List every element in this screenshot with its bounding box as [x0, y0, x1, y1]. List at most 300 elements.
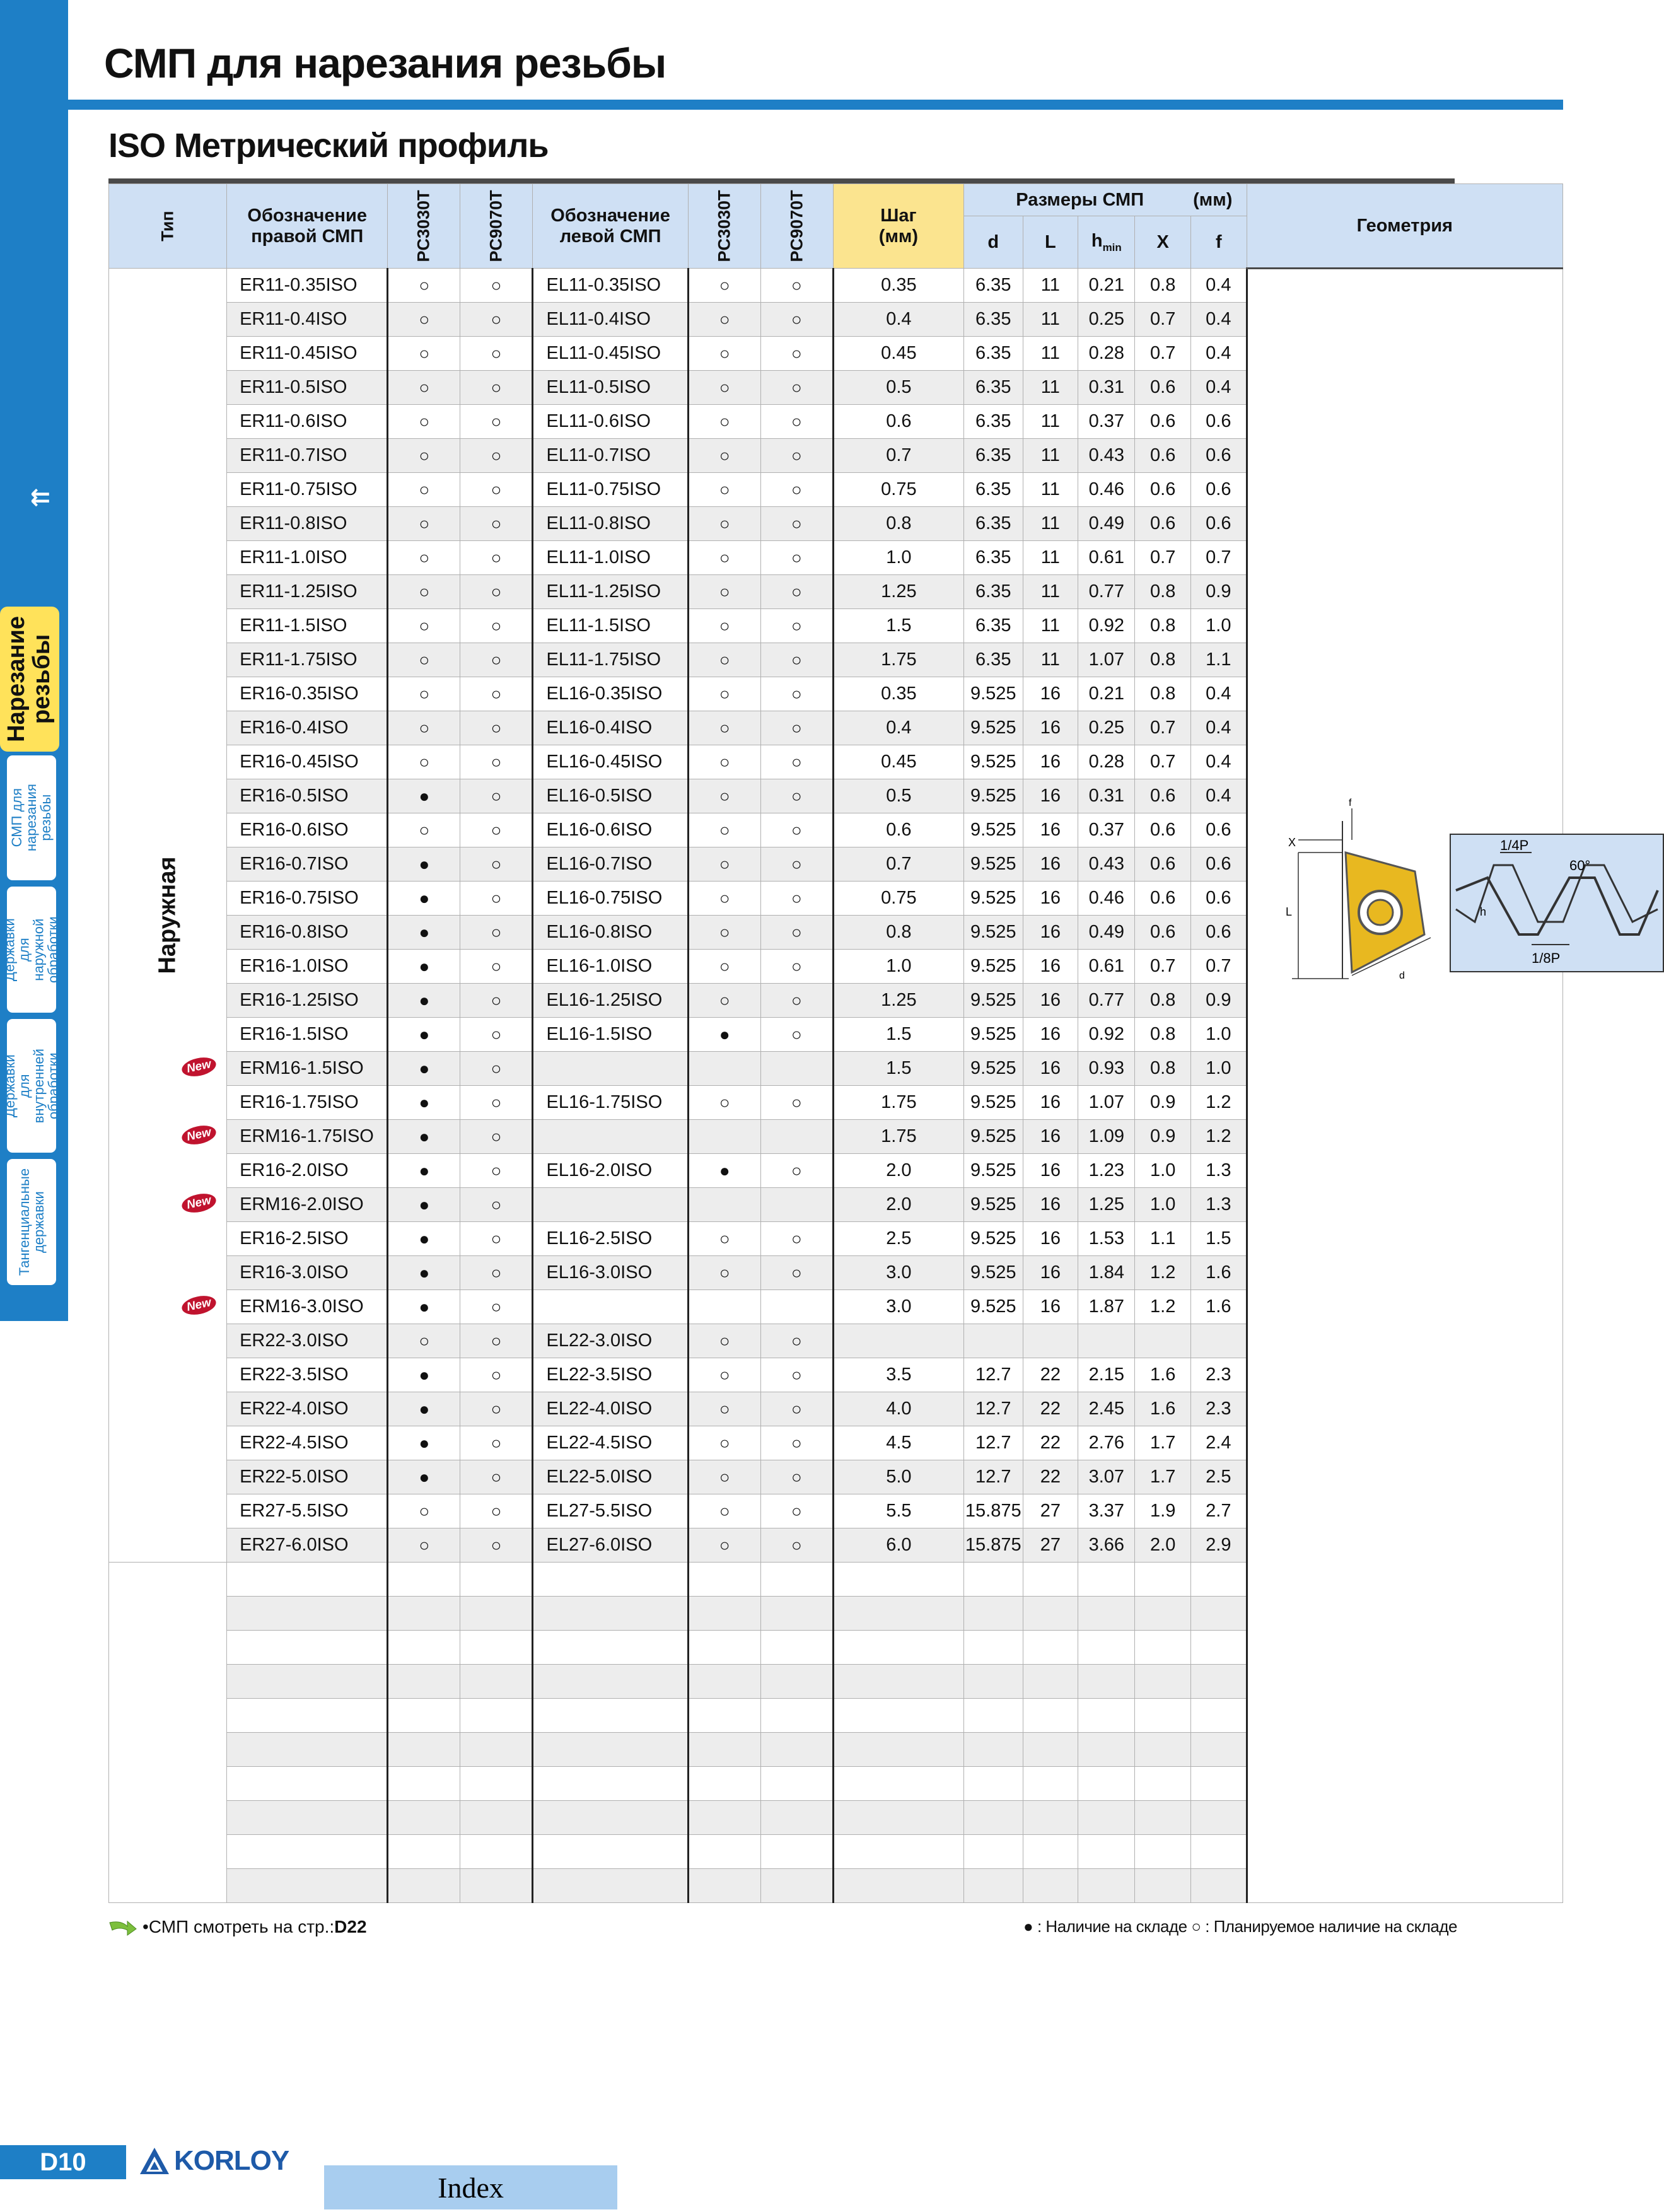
left-grade-pc3030t — [688, 609, 760, 643]
dim-X-text: 1.7 — [1150, 1467, 1176, 1487]
dim-hmin — [1078, 643, 1135, 677]
dim-L-text: 16 — [1040, 752, 1061, 772]
right-grade-pc3030t — [388, 405, 460, 439]
dim-f — [1190, 1460, 1247, 1494]
right-designation-text: ER16-1.5ISO — [240, 1024, 349, 1044]
dim-d — [963, 1052, 1023, 1086]
left-designation-text: EL16-2.0ISO — [546, 1160, 653, 1180]
left-designation — [533, 439, 688, 473]
dim-hmin — [1078, 1426, 1135, 1460]
right-designation — [227, 575, 388, 609]
left-grade-pc9070t-text: ○ — [791, 377, 802, 397]
dim-f-text: 0.4 — [1206, 377, 1231, 397]
dim-hmin-text: 0.31 — [1088, 377, 1125, 397]
sidebar-tab-label: Державки для внутренней обработки — [1, 1048, 62, 1124]
dim-f — [1190, 371, 1247, 405]
dim-d-text: 6.35 — [975, 411, 1011, 431]
left-grade-pc9070t — [760, 1563, 833, 1597]
left-designation-text: EL16-0.45ISO — [546, 752, 663, 772]
right-grade-pc9070t — [460, 575, 533, 609]
left-grade-pc9070t-text: ○ — [791, 479, 802, 499]
right-designation-text: ER16-1.0ISO — [240, 956, 349, 976]
left-designation — [533, 1597, 688, 1631]
sidebar-tab-internal-holders[interactable] — [1, 1017, 62, 1155]
right-designation — [227, 1563, 388, 1597]
sidebar-tab-threading[interactable] — [0, 607, 59, 752]
dim-f-text: 2.4 — [1206, 1433, 1231, 1453]
dim-f — [1190, 1358, 1247, 1392]
left-designation-text: EL22-3.0ISO — [546, 1330, 653, 1351]
left-designation — [533, 371, 688, 405]
dim-hmin-text: 1.09 — [1088, 1126, 1125, 1146]
dim-L-text: 16 — [1040, 1126, 1061, 1146]
left-designation-text: EL16-0.4ISO — [546, 718, 653, 738]
right-grade-pc3030t — [388, 439, 460, 473]
right-grade-pc9070t — [460, 1869, 533, 1903]
right-designation-text: ER11-0.35ISO — [240, 275, 358, 295]
right-grade-pc3030t — [388, 1154, 460, 1188]
right-grade-pc9070t — [460, 677, 533, 711]
dim-hmin — [1078, 1154, 1135, 1188]
dim-hmin — [1078, 1733, 1135, 1767]
dim-L — [1023, 847, 1078, 882]
dim-X — [1135, 1801, 1191, 1835]
left-grade-pc3030t — [688, 303, 760, 337]
right-grade-pc9070t — [460, 507, 533, 541]
dim-d-text: 9.525 — [970, 1228, 1016, 1249]
left-grade-pc3030t — [688, 1256, 760, 1290]
right-grade-pc9070t-text: ○ — [491, 1126, 502, 1146]
dim-X — [1135, 1563, 1191, 1597]
left-grade-pc3030t — [688, 337, 760, 371]
left-grade-pc3030t-text: ○ — [719, 990, 730, 1010]
left-grade-pc3030t — [688, 1290, 760, 1324]
dim-X — [1135, 813, 1191, 847]
left-designation — [533, 1767, 688, 1801]
dim-f-text: 1.0 — [1206, 1058, 1231, 1078]
right-designation — [227, 1426, 388, 1460]
right-grade-pc9070t-text: ○ — [491, 343, 502, 363]
dim-L — [1023, 269, 1078, 303]
header-pitch: Шаг (мм) — [833, 184, 963, 269]
dim-d-text: 6.35 — [975, 547, 1011, 568]
pitch-value — [833, 1256, 963, 1290]
dim-d — [963, 1699, 1023, 1733]
right-grade-pc3030t — [388, 984, 460, 1018]
left-designation — [533, 1631, 688, 1665]
thread-profile-diagram — [1450, 834, 1664, 972]
dim-f-text: 2.3 — [1206, 1399, 1231, 1419]
sidebar-tab-external-holders[interactable] — [1, 885, 62, 1015]
dim-hmin-text: 0.43 — [1088, 854, 1125, 874]
left-grade-pc3030t — [688, 473, 760, 507]
right-designation-text: ERM16-2.0ISO — [240, 1194, 364, 1214]
pitch-value — [833, 1188, 963, 1222]
dim-L-text: 22 — [1040, 1399, 1061, 1419]
right-grade-pc9070t — [460, 405, 533, 439]
pitch-value-text: 1.0 — [886, 956, 912, 976]
dim-d — [963, 1563, 1023, 1597]
dim-d — [963, 1222, 1023, 1256]
left-designation-text: EL16-2.5ISO — [546, 1228, 653, 1249]
dim-L-text: 16 — [1040, 1092, 1061, 1112]
dim-hmin — [1078, 269, 1135, 303]
pitch-value — [833, 813, 963, 847]
dim-f-text: 1.3 — [1206, 1160, 1231, 1180]
left-grade-pc3030t — [688, 1052, 760, 1086]
dim-L-text: 16 — [1040, 718, 1061, 738]
dim-d — [963, 1392, 1023, 1426]
right-grade-pc3030t — [388, 337, 460, 371]
dim-L-text: 11 — [1040, 649, 1060, 670]
dim-X — [1135, 269, 1191, 303]
right-grade-pc3030t — [388, 1699, 460, 1733]
dim-f-text: 1.6 — [1206, 1296, 1231, 1317]
dim-d — [963, 269, 1023, 303]
pitch-value-text: 0.7 — [886, 445, 912, 465]
left-designation — [533, 1563, 688, 1597]
right-grade-pc9070t-text: ○ — [491, 854, 502, 874]
dim-X — [1135, 541, 1191, 575]
footnote-page-link[interactable]: D22 — [334, 1917, 367, 1936]
insert-table — [108, 183, 1590, 1903]
dim-f-text: 0.4 — [1206, 718, 1231, 738]
dim-hmin-text: 0.93 — [1088, 1058, 1125, 1078]
pitch-value-text: 6.0 — [886, 1535, 912, 1555]
right-designation — [227, 1801, 388, 1835]
pitch-value — [833, 1324, 963, 1358]
pitch-value — [833, 1733, 963, 1767]
left-grade-pc3030t — [688, 882, 760, 916]
left-grade-pc9070t — [760, 1835, 833, 1869]
right-designation — [227, 745, 388, 779]
dim-f — [1190, 847, 1247, 882]
dim-d — [963, 439, 1023, 473]
right-designation-text: ER22-4.5ISO — [240, 1433, 349, 1453]
right-designation-text: ER16-0.5ISO — [240, 786, 349, 806]
dim-f — [1190, 1222, 1247, 1256]
pitch-value-text: 4.0 — [886, 1399, 912, 1419]
pitch-value — [833, 916, 963, 950]
right-designation — [227, 269, 388, 303]
dim-d — [963, 1290, 1023, 1324]
pitch-value-text: 0.4 — [886, 718, 912, 738]
title-rule — [68, 100, 1563, 110]
pitch-value — [833, 1665, 963, 1699]
right-designation-text: ER16-0.35ISO — [240, 684, 359, 704]
pitch-value — [833, 1801, 963, 1835]
sidebar-tab-tangential-holders[interactable] — [5, 1157, 58, 1287]
dim-L — [1023, 1358, 1078, 1392]
right-grade-pc3030t — [388, 1631, 460, 1665]
dim-X-text: 0.8 — [1150, 1058, 1176, 1078]
header-dimensions-unit: (мм) — [1193, 189, 1233, 210]
dim-f — [1190, 1290, 1247, 1324]
dim-L-text: 16 — [1040, 1024, 1061, 1044]
left-grade-pc3030t-text: ○ — [719, 377, 730, 397]
left-designation-text: EL11-0.4ISO — [546, 309, 651, 329]
right-grade-pc9070t-text: ○ — [491, 445, 502, 465]
dim-d — [963, 847, 1023, 882]
left-grade-pc9070t — [760, 1256, 833, 1290]
double-arrow-left-icon: ⇇ — [30, 484, 50, 511]
right-designation-text: ER16-0.8ISO — [240, 922, 349, 942]
right-grade-pc3030t — [388, 643, 460, 677]
left-designation — [533, 1494, 688, 1528]
right-grade-pc3030t-text: ○ — [419, 684, 430, 704]
left-designation — [533, 1120, 688, 1154]
right-grade-pc3030t — [388, 1188, 460, 1222]
dim-hmin — [1078, 1018, 1135, 1052]
dim-d — [963, 1086, 1023, 1120]
dim-L — [1023, 711, 1078, 745]
dim-d — [963, 541, 1023, 575]
dim-f-text: 1.6 — [1206, 1262, 1231, 1283]
dim-L — [1023, 1733, 1078, 1767]
dim-f-text: 0.6 — [1206, 820, 1231, 840]
right-designation — [227, 1358, 388, 1392]
right-designation-text: ER11-1.5ISO — [240, 615, 347, 636]
dim-hmin — [1078, 473, 1135, 507]
right-designation-text: ER22-3.0ISO — [240, 1330, 349, 1351]
pitch-value-text: 2.0 — [886, 1194, 912, 1214]
left-designation — [533, 677, 688, 711]
dim-hmin — [1078, 609, 1135, 643]
right-grade-pc9070t-text: ○ — [491, 1330, 502, 1351]
left-grade-pc9070t-text: ○ — [791, 1262, 802, 1283]
dim-X-text: 0.8 — [1150, 1024, 1176, 1044]
dim-f — [1190, 1494, 1247, 1528]
type-cell-empty — [109, 1563, 227, 1903]
right-grade-pc3030t — [388, 473, 460, 507]
dim-L — [1023, 507, 1078, 541]
pitch-value-text: 1.75 — [881, 1092, 917, 1112]
right-grade-pc3030t — [388, 541, 460, 575]
left-grade-pc9070t-text: ○ — [791, 1501, 802, 1521]
dim-f — [1190, 1869, 1247, 1903]
left-grade-pc3030t-text: ○ — [719, 922, 730, 942]
pitch-value — [833, 269, 963, 303]
dim-f — [1190, 745, 1247, 779]
right-designation-text: ER22-5.0ISO — [240, 1467, 349, 1487]
dim-hmin-text: 2.76 — [1088, 1433, 1125, 1453]
dim-X — [1135, 677, 1191, 711]
dim-L — [1023, 575, 1078, 609]
pitch-value — [833, 1018, 963, 1052]
dim-f-text: 1.0 — [1206, 1024, 1231, 1044]
insert-geometry-diagram — [1286, 796, 1443, 985]
left-grade-pc9070t — [760, 405, 833, 439]
dim-L — [1023, 745, 1078, 779]
dim-f-text: 0.6 — [1206, 513, 1231, 533]
dim-hmin-text: 2.45 — [1088, 1399, 1125, 1419]
dim-d-text: 6.35 — [975, 275, 1011, 295]
left-grade-pc3030t-text: ● — [719, 1160, 730, 1180]
dim-f — [1190, 1631, 1247, 1665]
right-grade-pc3030t — [388, 1392, 460, 1426]
dim-L-text: 16 — [1040, 820, 1061, 840]
label-x: X — [1288, 836, 1296, 849]
dim-L-text: 11 — [1040, 411, 1060, 431]
dim-X-text: 0.7 — [1150, 343, 1176, 363]
dim-f — [1190, 1426, 1247, 1460]
dim-d — [963, 1324, 1023, 1358]
left-grade-pc9070t-text: ○ — [791, 888, 802, 908]
dim-X-text: 0.6 — [1150, 888, 1176, 908]
dim-d — [963, 1869, 1023, 1903]
dim-hmin-text: 2.15 — [1088, 1365, 1125, 1385]
pitch-value — [833, 405, 963, 439]
dim-f-text: 2.9 — [1206, 1535, 1231, 1555]
dim-hmin — [1078, 1665, 1135, 1699]
right-grade-pc9070t-text: ○ — [491, 547, 502, 568]
dim-d-text: 6.35 — [975, 581, 1011, 602]
dim-d — [963, 1665, 1023, 1699]
left-designation-text: EL22-4.0ISO — [546, 1399, 653, 1419]
dim-L-text: 11 — [1040, 581, 1060, 602]
right-grade-pc3030t-text: ● — [419, 1058, 430, 1078]
left-grade-pc9070t-text: ○ — [791, 1092, 802, 1112]
dim-hmin-text: 1.07 — [1088, 649, 1125, 670]
dim-d-text: 6.35 — [975, 649, 1011, 670]
left-grade-pc3030t — [688, 847, 760, 882]
left-designation — [533, 473, 688, 507]
pitch-value-text: 1.5 — [886, 1058, 912, 1078]
right-grade-pc9070t-text: ○ — [491, 1262, 502, 1283]
dim-f — [1190, 269, 1247, 303]
header-d: d — [963, 216, 1023, 269]
footnote-text: СМП смотреть на стр.: — [148, 1917, 335, 1936]
dim-hmin-text: 0.77 — [1088, 581, 1125, 602]
index-button[interactable]: Index — [324, 2165, 617, 2209]
pitch-value-text: 0.6 — [886, 411, 912, 431]
dim-L-text: 16 — [1040, 888, 1061, 908]
dim-d — [963, 813, 1023, 847]
dim-hmin-text: 3.66 — [1088, 1535, 1125, 1555]
left-designation — [533, 1256, 688, 1290]
left-grade-pc3030t-text: ○ — [719, 1092, 730, 1112]
dim-hmin-text: 0.28 — [1088, 343, 1125, 363]
dim-d — [963, 507, 1023, 541]
left-designation-text: EL22-5.0ISO — [546, 1467, 653, 1487]
dim-d-text: 9.525 — [970, 1296, 1016, 1317]
right-designation — [227, 1086, 388, 1120]
dim-d — [963, 950, 1023, 984]
dim-f — [1190, 882, 1247, 916]
right-designation — [227, 1665, 388, 1699]
pitch-value — [833, 1290, 963, 1324]
dim-d-text: 9.525 — [970, 820, 1016, 840]
left-grade-pc9070t — [760, 1324, 833, 1358]
dim-X-text: 2.0 — [1150, 1535, 1176, 1555]
right-grade-pc3030t — [388, 575, 460, 609]
left-designation — [533, 847, 688, 882]
left-designation-text: EL22-4.5ISO — [546, 1433, 653, 1453]
left-grade-pc9070t — [760, 1426, 833, 1460]
right-grade-pc3030t-text: ● — [419, 1399, 430, 1419]
legend-open-icon: ○ — [1191, 1917, 1201, 1936]
brand-logo — [139, 2145, 289, 2177]
dim-d-text: 9.525 — [970, 956, 1016, 976]
right-grade-pc3030t-text: ● — [419, 1365, 430, 1385]
dim-d-text: 6.35 — [975, 309, 1011, 329]
dim-hmin — [1078, 1052, 1135, 1086]
dim-d-text: 12.7 — [975, 1433, 1011, 1453]
sidebar-tab-label: Державки для наружной обработки — [1, 916, 62, 983]
header-f: f — [1190, 216, 1247, 269]
dim-X-text: 0.6 — [1150, 377, 1176, 397]
dim-d-text: 9.525 — [970, 684, 1016, 704]
dim-hmin — [1078, 1767, 1135, 1801]
left-designation-text: EL27-6.0ISO — [546, 1535, 653, 1555]
dim-L — [1023, 813, 1078, 847]
left-grade-pc3030t — [688, 1665, 760, 1699]
dim-L — [1023, 1835, 1078, 1869]
dim-L — [1023, 643, 1078, 677]
dim-X — [1135, 337, 1191, 371]
dim-f — [1190, 1665, 1247, 1699]
dim-X-text: 0.8 — [1150, 615, 1176, 636]
dim-L — [1023, 1120, 1078, 1154]
dim-L-text: 16 — [1040, 854, 1061, 874]
dim-f — [1190, 950, 1247, 984]
left-grade-pc9070t — [760, 1869, 833, 1903]
pitch-value-text: 1.25 — [881, 581, 917, 602]
right-grade-pc3030t-text: ○ — [419, 343, 430, 363]
left-grade-pc9070t-text: ○ — [791, 854, 802, 874]
right-grade-pc9070t — [460, 1733, 533, 1767]
dim-hmin — [1078, 711, 1135, 745]
left-grade-pc3030t — [688, 643, 760, 677]
dim-d-text: 15.875 — [965, 1535, 1021, 1555]
dim-L — [1023, 405, 1078, 439]
dim-f-text: 0.6 — [1206, 411, 1231, 431]
left-grade-pc3030t-text: ○ — [719, 820, 730, 840]
sidebar-tab-thread-inserts[interactable] — [5, 754, 58, 882]
pitch-value — [833, 1767, 963, 1801]
right-grade-pc9070t — [460, 1426, 533, 1460]
left-designation — [533, 1222, 688, 1256]
left-grade-pc9070t — [760, 779, 833, 813]
right-designation-text: ER11-0.45ISO — [240, 343, 358, 363]
right-grade-pc3030t — [388, 1460, 460, 1494]
dim-X-text: 0.9 — [1150, 1126, 1176, 1146]
right-grade-pc9070t — [460, 1324, 533, 1358]
dim-X — [1135, 1494, 1191, 1528]
dim-X — [1135, 1256, 1191, 1290]
dim-d — [963, 882, 1023, 916]
right-grade-pc3030t — [388, 1767, 460, 1801]
dim-hmin-text: 0.37 — [1088, 411, 1125, 431]
right-grade-pc3030t — [388, 1222, 460, 1256]
left-grade-pc3030t-text: ○ — [719, 445, 730, 465]
dim-d — [963, 916, 1023, 950]
right-grade-pc9070t-text: ○ — [491, 411, 502, 431]
dim-L-text: 11 — [1040, 377, 1060, 397]
dim-L — [1023, 1665, 1078, 1699]
right-grade-pc9070t — [460, 882, 533, 916]
left-designation-text: EL16-1.75ISO — [546, 1092, 663, 1112]
dim-f-text: 0.4 — [1206, 684, 1231, 704]
dim-hmin-text: 0.49 — [1088, 513, 1125, 533]
dim-hmin — [1078, 745, 1135, 779]
left-designation — [533, 813, 688, 847]
left-grade-pc3030t — [688, 1733, 760, 1767]
dim-f — [1190, 1699, 1247, 1733]
dim-X-text: 1.0 — [1150, 1160, 1176, 1180]
dim-d-text: 6.35 — [975, 377, 1011, 397]
new-badge: New — [180, 1293, 218, 1318]
